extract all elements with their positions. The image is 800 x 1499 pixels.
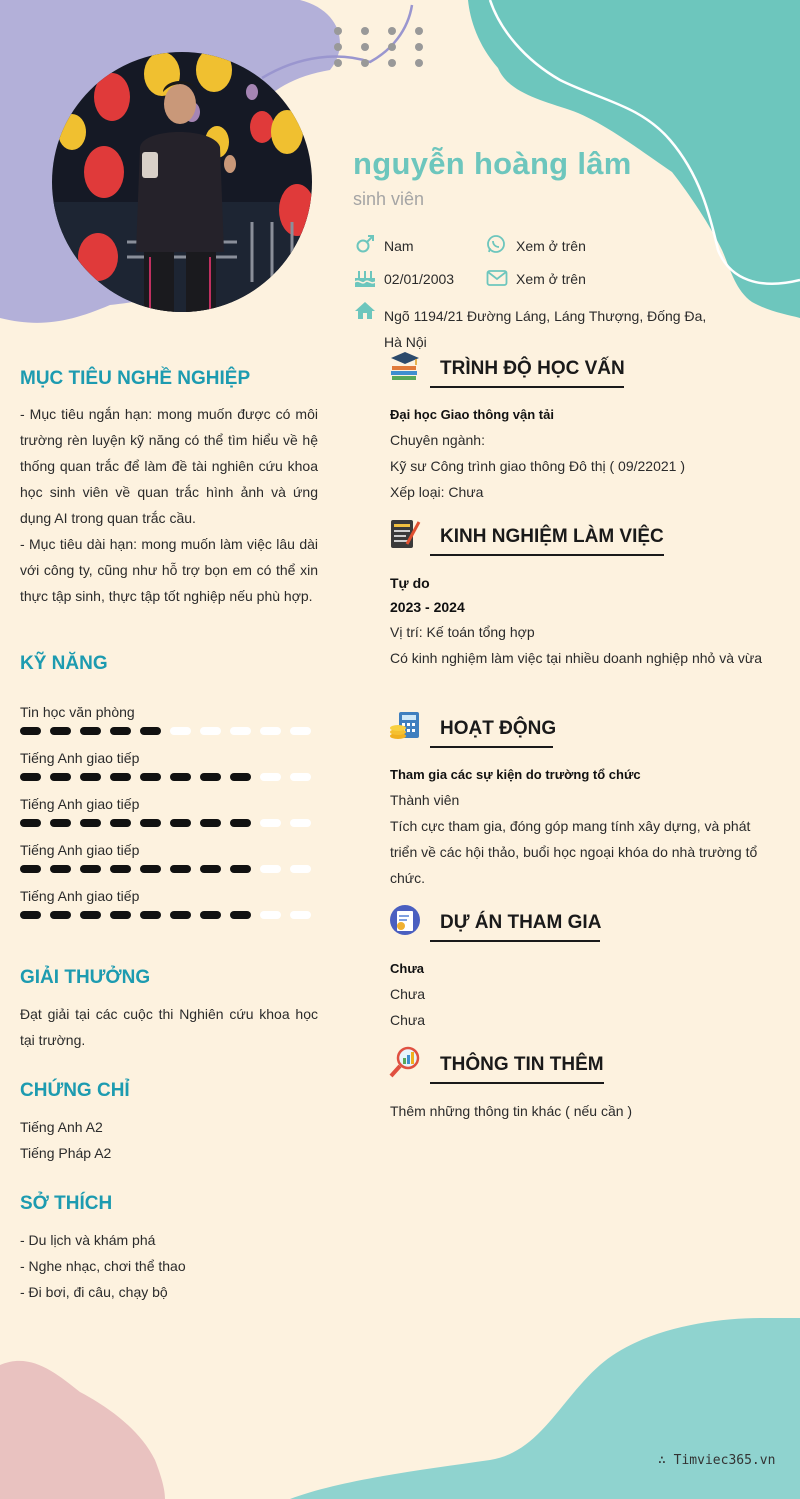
skill-dash-filled [50,773,71,781]
skill-dash-empty [260,911,281,919]
projects-name: Chưa [390,961,424,976]
skill-dash-filled [50,865,71,873]
extra-info-heading: THÔNG TIN THÊM [440,1054,604,1075]
skill-dash-filled [110,819,131,827]
work-document-icon [389,518,421,550]
experience-period: 2023 - 2024 [390,599,465,615]
hobbies-heading: SỞ THÍCH [20,1193,113,1214]
skill-dash-filled [140,819,161,827]
email-value[interactable]: Xem ở trên [516,271,586,287]
gender-icon [354,235,376,255]
education-major-label: Chuyên ngành: [390,432,485,448]
skill-dash-filled [230,865,251,873]
birthday-cake-icon [354,268,376,288]
gender-value: Nam [384,238,414,254]
skill-dash-filled [140,727,161,735]
skill-level-bar [20,771,320,783]
skill-name: Tiếng Anh giao tiếp [20,750,140,766]
skill-dash-empty [260,819,281,827]
education-school: Đại học Giao thông vận tải [390,407,554,422]
skill-level-bar [20,817,320,829]
activities-heading: HOẠT ĐỘNG [440,718,557,739]
skill-dash-empty [200,727,221,735]
education-heading-underline [430,386,624,388]
address-value: Ngõ 1194/21 Đường Láng, Láng Thượng, Đống Đa, Hà Nội [384,308,707,350]
skill-dash-filled [20,727,41,735]
phone-value[interactable]: Xem ở trên [516,238,586,254]
skill-dash-filled [110,865,131,873]
skill-dash-filled [110,773,131,781]
skill-dash-empty [230,727,251,735]
skill-dash-filled [20,819,41,827]
skill-dash-filled [140,773,161,781]
projects-line: Chưa [390,986,426,1002]
skill-dash-filled [230,773,251,781]
hobby-item: - Du lịch và khám phá [20,1232,156,1248]
skill-dash-empty [290,911,311,919]
career-goal-heading: MỤC TIÊU NGHỀ NGHIỆP [20,368,251,389]
skill-dash-filled [20,865,41,873]
education-heading: TRÌNH ĐỘ HỌC VẤN [440,358,625,379]
experience-description: Có kinh nghiệm làm việc tại nhiều doanh nghiệp nhỏ và vừa [390,650,763,666]
skill-name: Tin học văn phòng [20,704,135,720]
avatar-photo [52,52,312,312]
magnifier-chart-icon [389,1046,421,1078]
skill-dash-filled [200,819,221,827]
skill-dash-empty [290,727,311,735]
certificate-item: Tiếng Pháp A2 [20,1145,112,1161]
awards-text: Đạt giải tại các cuộc thi Nghiên cứu khoa học tại trường. [20,1006,318,1048]
candidate-name: nguyễn hoàng lâm [353,146,632,181]
skill-name: Tiếng Anh giao tiếp [20,796,140,812]
skill-dash-filled [80,727,101,735]
skill-dash-empty [290,773,311,781]
skill-dash-filled [170,819,191,827]
experience-heading-underline [430,554,664,556]
projects-line: Chưa [390,1012,426,1028]
skill-dash-filled [170,911,191,919]
career-goal-short-term: - Mục tiêu ngắn hạn: mong muốn được có môi trường rèn luyện kỹ năng có thể tìm hiểu về hệ thống quan trắc để làm đề tài nghiên cứu khoa học sinh viên về quan trắc hình ảnh và ứng dụng AI trong quan trắc cầu. [20,406,318,526]
activities-body [390,763,770,891]
skill-dash-filled [50,727,71,735]
activities-heading-underline [430,746,553,748]
brand-watermark[interactable]: ∴ Timviec365.vn [658,1453,776,1468]
phone-icon [485,235,507,255]
education-body [390,403,770,505]
hobbies-list [20,1227,318,1305]
activities-role: Thành viên [390,792,460,808]
skill-name: Tiếng Anh giao tiếp [20,842,140,858]
experience-company: Tự do [390,575,430,591]
skill-dash-filled [140,911,161,919]
activities-name: Tham gia các sự kiện do trường tổ chức [390,767,641,782]
skill-dash-filled [230,819,251,827]
skill-dash-filled [80,865,101,873]
birthday-value: 02/01/2003 [384,271,455,287]
skill-dash-filled [50,819,71,827]
skill-dash-filled [230,911,251,919]
skill-level-bar [20,725,320,737]
certificates-list [20,1114,318,1166]
experience-position: Vị trí: Kế toán tổng hợp [390,624,535,640]
project-notes-icon [389,904,421,936]
skill-dash-filled [200,911,221,919]
skill-dash-filled [170,773,191,781]
graduation-cap-books-icon [389,350,421,382]
skills-heading: KỸ NĂNG [20,653,108,674]
skill-dash-filled [170,865,191,873]
skill-dash-empty [260,727,281,735]
skill-dash-filled [80,819,101,827]
calculator-coins-icon [389,710,421,742]
education-major: Kỹ sư Công trình giao thông Đô thị ( 09/22021 ) [390,458,685,474]
skill-level-bar [20,863,320,875]
skill-dash-filled [200,773,221,781]
extra-info-text: Thêm những thông tin khác ( nếu cần ) [390,1103,633,1119]
career-goal-long-term: - Mục tiêu dài hạn: mong muốn làm việc lâu dài với công ty, cũng như hỗ trợ bọn em có thể xin thực tập sinh, thực tập tốt nghiệp nếu phù hợp. [20,536,318,604]
home-icon [354,301,376,321]
skill-dash-filled [110,911,131,919]
awards-heading: GIẢI THƯỞNG [20,967,151,988]
skill-dash-empty [260,773,281,781]
activities-description: Tích cực tham gia, đóng góp mang tính xây dựng, và phát triển về các hội thảo, buổi học ngoại khóa do nhà trường tổ chức. [390,818,758,886]
skill-dash-filled [110,727,131,735]
skill-dash-filled [200,865,221,873]
skill-dash-empty [290,865,311,873]
projects-heading-underline [430,940,600,942]
extra-info-heading-underline [430,1082,604,1084]
hobby-item: - Nghe nhạc, chơi thể thao [20,1258,186,1274]
skill-dash-empty [260,865,281,873]
projects-heading: DỰ ÁN THAM GIA [440,912,602,933]
skill-dash-filled [80,773,101,781]
experience-body [390,571,770,671]
skill-dash-empty [170,727,191,735]
skill-level-bar [20,909,320,921]
skill-dash-filled [140,865,161,873]
projects-body [390,957,770,1033]
skill-dash-filled [20,911,41,919]
email-icon [486,268,508,288]
skill-dash-filled [80,911,101,919]
candidate-role: sinh viên [353,189,425,209]
experience-heading: KINH NGHIỆM LÀM VIỆC [440,526,664,547]
skill-dash-filled [50,911,71,919]
certificates-heading: CHỨNG CHỈ [20,1080,130,1101]
hobby-item: - Đi bơi, đi câu, chạy bộ [20,1284,168,1300]
education-grade: Xếp loại: Chưa [390,484,484,500]
certificate-item: Tiếng Anh A2 [20,1119,103,1135]
skill-dash-empty [290,819,311,827]
skill-dash-filled [20,773,41,781]
skill-name: Tiếng Anh giao tiếp [20,888,140,904]
